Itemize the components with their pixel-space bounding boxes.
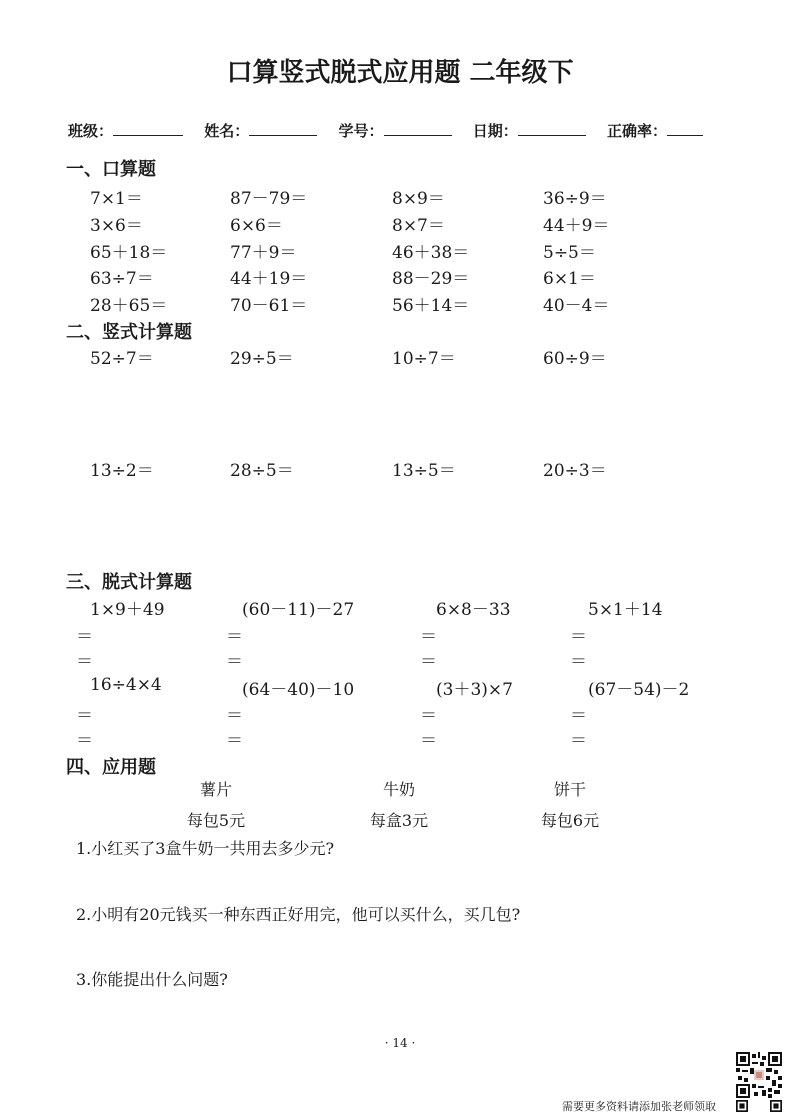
answer-line-equals: ＝	[226, 731, 243, 751]
mental-problem: 5÷5＝	[543, 243, 596, 263]
answer-line-equals: ＝	[76, 627, 93, 647]
product-name: 饼干	[553, 780, 586, 799]
answer-line-equals: ＝	[420, 652, 437, 672]
answer-line-equals: ＝	[76, 731, 93, 751]
answer-line-equals: ＝	[420, 731, 437, 751]
name-field: 姓名：	[204, 120, 317, 141]
answer-line-equals: ＝	[570, 706, 587, 726]
page-title: 口算竖式脱式应用题 二年级下	[226, 58, 574, 88]
mental-problem: 88－29＝	[392, 269, 470, 289]
student-id-blank[interactable]	[384, 121, 452, 136]
mental-problem: 40－4＝	[543, 296, 610, 316]
answer-line-equals: ＝	[76, 706, 93, 726]
answer-line-equals: ＝	[420, 706, 437, 726]
stepwise-expression: (67－54)－2	[588, 680, 690, 700]
accuracy-field: 正确率：	[607, 120, 703, 141]
product-name: 牛奶	[382, 780, 415, 799]
vertical-problem: 52÷7＝	[90, 349, 154, 369]
mental-problem: 63÷7＝	[90, 269, 154, 289]
answer-line-equals: ＝	[420, 627, 437, 647]
word-question: 2.小明有20元钱买一种东西正好用完，他可以买什么，买几包?	[76, 905, 521, 924]
section-stepwise-title: 三、脱式计算题	[66, 572, 192, 593]
stepwise-expression: 1×9＋49	[90, 600, 165, 620]
section-word-problems-title: 四、应用题	[66, 757, 156, 778]
mental-problem: 44＋9＝	[543, 216, 610, 236]
stepwise-expression: (60－11)－27	[242, 600, 355, 620]
answer-line-equals: ＝	[76, 652, 93, 672]
stepwise-expression: 6×8－33	[436, 600, 511, 620]
mental-problem: 28＋65＝	[90, 296, 168, 316]
mental-problem: 36÷9＝	[543, 189, 607, 209]
page-number: · 14 ·	[384, 1036, 416, 1050]
mental-problem: 6×6＝	[230, 216, 283, 236]
mental-problem: 6×1＝	[543, 269, 596, 289]
mental-problem: 8×7＝	[392, 216, 445, 236]
mental-problem: 70－61＝	[230, 296, 308, 316]
mental-problem: 77＋9＝	[230, 243, 297, 263]
qr-corner-icon	[770, 1100, 782, 1112]
section-vertical-title: 二、竖式计算题	[66, 322, 192, 343]
stepwise-expression: 5×1＋14	[588, 600, 663, 620]
mental-problem: 46＋38＝	[392, 243, 470, 263]
qr-corner-icon	[736, 1100, 748, 1112]
mental-problem: 87－79＝	[230, 189, 308, 209]
student-info-row	[68, 120, 719, 141]
accuracy-blank[interactable]	[667, 121, 703, 136]
stepwise-expression: (3＋3)×7	[436, 680, 513, 700]
mental-problem: 8×9＝	[392, 189, 445, 209]
word-question: 1.小红买了3盒牛奶一共用去多少元?	[76, 839, 335, 858]
mental-problem: 7×1＝	[90, 189, 143, 209]
class-blank[interactable]	[113, 121, 183, 136]
mental-problem: 56＋14＝	[392, 296, 470, 316]
answer-line-equals: ＝	[226, 652, 243, 672]
name-blank[interactable]	[249, 121, 317, 136]
qr-code-icon	[736, 1052, 782, 1098]
vertical-problem: 13÷2＝	[90, 461, 154, 481]
class-field: 班级：	[68, 120, 183, 141]
date-field: 日期：	[473, 120, 586, 141]
student-id-field: 学号：	[339, 120, 452, 141]
mental-problem: 65＋18＝	[90, 243, 168, 263]
vertical-problem: 28÷5＝	[230, 461, 294, 481]
product-price: 每包5元	[186, 811, 246, 830]
answer-line-equals: ＝	[226, 706, 243, 726]
vertical-problem: 60÷9＝	[543, 349, 607, 369]
mental-problem: 44＋19＝	[230, 269, 308, 289]
vertical-problem: 29÷5＝	[230, 349, 294, 369]
section-mental-title: 一、口算题	[66, 159, 156, 180]
vertical-problem: 10÷7＝	[392, 349, 456, 369]
product-name: 薯片	[199, 780, 232, 799]
answer-line-equals: ＝	[570, 627, 587, 647]
date-blank[interactable]	[518, 121, 586, 136]
mental-problem: 3×6＝	[90, 216, 143, 236]
stepwise-expression: (64－40)－10	[242, 680, 355, 700]
answer-line-equals: ＝	[570, 731, 587, 751]
word-question: 3.你能提出什么问题?	[76, 970, 228, 989]
product-price: 每包6元	[540, 811, 600, 830]
vertical-problem: 20÷3＝	[543, 461, 607, 481]
answer-line-equals: ＝	[226, 627, 243, 647]
footer-contact-note: 需要更多资料请添加张老师领取	[562, 1100, 716, 1113]
product-price: 每盒3元	[369, 811, 429, 830]
answer-line-equals: ＝	[570, 652, 587, 672]
vertical-problem: 13÷5＝	[392, 461, 456, 481]
stepwise-expression: 16÷4×4	[90, 675, 162, 695]
